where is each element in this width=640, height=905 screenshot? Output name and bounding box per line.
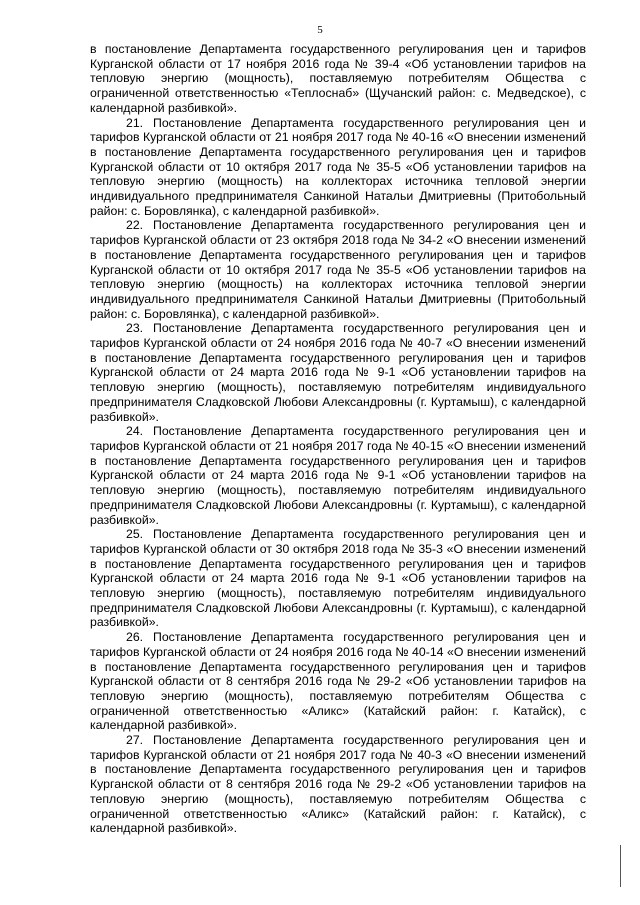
paragraph-item-25: 25. Постановление Департамента государственного регулирования цен и тарифов Курганской области от 30 октября 2018 года № 35-3 «О внесении изменений в постановление Департамента государственного регулирования цен и тарифов Курганской области от 24 марта 2016 года № 9-1 «Об установлении тарифов на тепловую энергию (мощность), поставляемую потребителям индивидуального предпринимателя Сладковской Любови Александровны (г. Куртамыш), с календарной разбивкой». — [90, 527, 586, 630]
paragraph-item-24: 24. Постановление Департамента государственного регулирования цен и тарифов Курганской области от 21 ноября 2017 года № 40-15 «О внесении изменений в постановление Департамента государственного регулирования цен и тарифов Курганской области от 24 марта 2016 года № 9-1 «Об установлении тарифов на тепловую энергию (мощность), поставляемую потребителям индивидуального предпринимателя Сладковской Любови Александровны (г. Куртамыш), с календарной разбивкой». — [90, 424, 586, 527]
page-number: 5 — [317, 24, 323, 36]
paragraph-item-22: 22. Постановление Департамента государственного регулирования цен и тарифов Курганской области от 23 октября 2018 года № 34-2 «О внесении изменений в постановление Департамента государственного регулирования цен и тарифов Курганской области от 10 октября 2017 года № 35-5 «Об установлении тарифов на тепловую энергию (мощность) на коллекторах источника тепловой энергии индивидуального предпринимателя Санкиной Натальи Дмитриевны (Притобольный район: с. Боровлянка), с календарной разбивкой». — [90, 218, 586, 321]
paragraph-item-26: 26. Постановление Департамента государственного регулирования цен и тарифов Курганской области от 24 ноября 2016 года № 40-14 «О внесении изменений в постановление Департамента государственного регулирования цен и тарифов Курганской области от 8 сентября 2016 года № 29-2 «Об установлении тарифов на тепловую энергию (мощность), поставляемую потребителям Общества с ограниченной ответственностью «Аликс» (Катайский район: г. Катайск), с календарной разбивкой». — [90, 630, 586, 733]
paragraph-continuation: в постановление Департамента государственного регулирования цен и тарифов Курганской области от 17 ноября 2016 года № 39-4 «Об установлении тарифов на тепловую энергию (мощность), поставляемую потребителям Общества с ограниченной ответственностью «Теплоснаб» (Щучанский район: с. Медведское), с календарной разбивкой». — [90, 42, 586, 115]
paragraph-item-27: 27. Постановление Департамента государственного регулирования цен и тарифов Курганской области от 21 ноября 2017 года № 40-3 «О внесении изменений в постановление Департамента государственного регулирования цен и тарифов Курганской области от 8 сентября 2016 года № 29-2 «Об установлении тарифов на тепловую энергию (мощность), поставляемую потребителям Общества с ограниченной ответственностью «Аликс» (Катайский район: г. Катайск), с календарной разбивкой». — [90, 733, 586, 836]
document-body — [90, 42, 586, 836]
paragraph-item-23: 23. Постановление Департамента государственного регулирования цен и тарифов Курганской области от 24 ноября 2016 года № 40-7 «О внесении изменений в постановление Департамента государственного регулирования цен и тарифов Курганской области от 24 марта 2016 года № 9-1 «Об установлении тарифов на тепловую энергию (мощность), поставляемую потребителям индивидуального предпринимателя Сладковской Любови Александровны (г. Куртамыш), с календарной разбивкой». — [90, 321, 586, 424]
scan-edge-mark — [620, 845, 621, 887]
paragraph-item-21: 21. Постановление Департамента государственного регулирования цен и тарифов Курганской области от 21 ноября 2017 года № 40-16 «О внесении изменений в постановление Департамента государственного регулирования цен и тарифов Курганской области от 10 октября 2017 года № 35-5 «Об установлении тарифов на тепловую энергию (мощность) на коллекторах источника тепловой энергии индивидуального предпринимателя Санкиной Натальи Дмитриевны (Притобольный район: с. Боровлянка), с календарной разбивкой». — [90, 115, 586, 218]
